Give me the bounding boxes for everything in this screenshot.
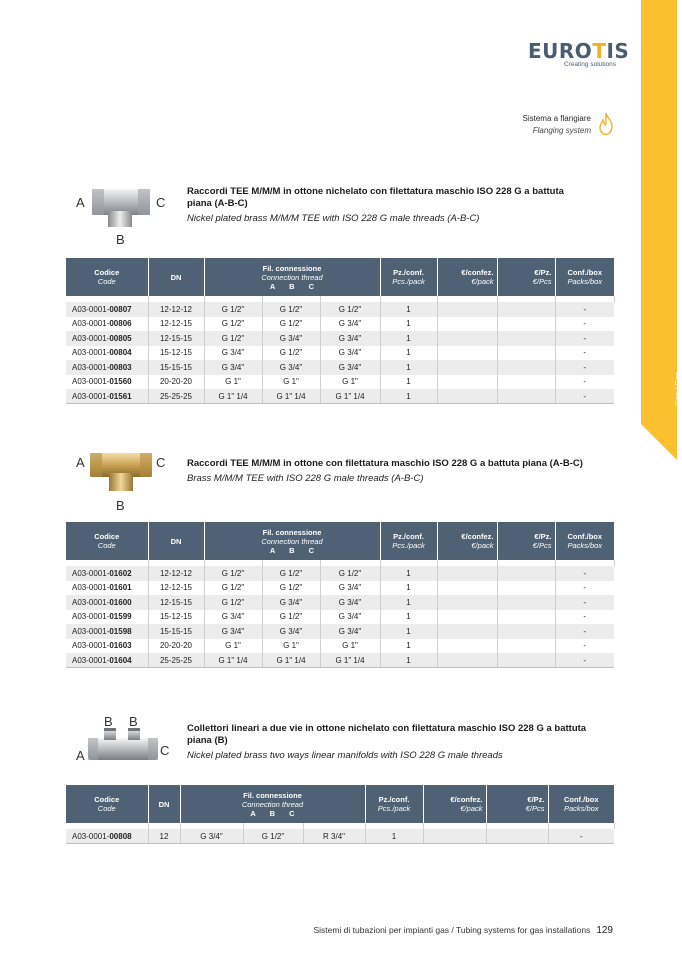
cell-eur-pack [437, 653, 497, 668]
port-label-c: C [160, 743, 170, 758]
cell-eur-pcs [497, 595, 555, 610]
system-label-en: Flanging system [532, 126, 591, 135]
cell-code: A03-0001-01603 [66, 639, 148, 654]
cell-eur-pcs [497, 653, 555, 668]
cell-eur-pcs [497, 581, 555, 596]
cell-pcs: 1 [380, 624, 437, 639]
col-thread: Fil. connessione Connection thread A B C [180, 785, 365, 823]
cell-eur-pack [437, 581, 497, 596]
cell-thread-a: G 1/2" [204, 581, 262, 596]
cell-eur-pack [437, 624, 497, 639]
table-row [66, 624, 614, 639]
cell-eur-pcs [497, 375, 555, 390]
cell-pcs: 1 [380, 653, 437, 668]
table-row [66, 595, 614, 610]
cell-thread-a: G 3/4" [204, 610, 262, 625]
cell-box: - [583, 612, 587, 622]
cell-thread-b: G 1/2" [262, 581, 320, 596]
footer-text: Sistemi di tubazioni per impianti gas / Tubing systems for gas installations [313, 925, 591, 935]
cell-eur-pack [437, 360, 497, 375]
cell-thread-c: G 1" 1/4 [320, 389, 380, 404]
page-footer [313, 925, 613, 936]
cell-eur-pcs [497, 317, 555, 332]
cell-pcs: 1 [380, 375, 437, 390]
cell-code: A03-0001-00808 [66, 829, 148, 844]
cell-eur-pack [437, 317, 497, 332]
cell-eur-pack [437, 302, 497, 317]
col-dn: DN [148, 785, 180, 823]
port-label-b: B [129, 714, 138, 729]
cell-dn: 12-15-15 [148, 595, 204, 610]
cell-dn: 20-20-20 [148, 639, 204, 654]
cell-eur-pack [437, 331, 497, 346]
cell-code: A03-0001-00805 [66, 331, 148, 346]
col-code: Codice Code [66, 785, 148, 823]
col-code: Codice Code [66, 522, 148, 560]
port-label-c: C [156, 195, 166, 210]
cell-dn: 15-12-15 [148, 610, 204, 625]
cell-dn: 25-25-25 [148, 389, 204, 404]
table-body [66, 296, 614, 404]
table-row [66, 389, 614, 404]
cell-thread-c: G 3/4" [320, 317, 380, 332]
cell-thread-b: G 1/2" [262, 566, 320, 581]
col-dn: DN [148, 258, 204, 296]
cell-dn: 15-15-15 [148, 360, 204, 375]
cell-thread-a: G 3/4" [204, 346, 262, 361]
cell-thread-b: G 3/4" [262, 595, 320, 610]
port-label-b: B [116, 498, 125, 513]
col-eur-pcs: €/Pz. €/Pcs [486, 785, 548, 823]
product-title-it: Raccordi TEE M/M/M in ottone nichelato con filettatura maschio ISO 228 G a battuta piana (A-B-C) [187, 186, 564, 209]
product-table [66, 785, 615, 844]
product-image-nickel-tee [66, 183, 184, 245]
cell-dn: 12-12-12 [148, 302, 204, 317]
cell-eur-pcs [497, 639, 555, 654]
cell-thread-a: G 3/4" [180, 829, 243, 844]
cell-eur-pack [437, 389, 497, 404]
table-row [66, 331, 614, 346]
cell-thread-c: G 3/4" [320, 331, 380, 346]
table-row [66, 375, 614, 390]
cell-thread-c: G 1" [320, 639, 380, 654]
cell-pcs: 1 [380, 302, 437, 317]
product-title-it: Collettori lineari a due vie in ottone nichelato con filettatura maschio ISO 228 G a battuta piana (B) [187, 723, 587, 746]
cell-thread-c: G 3/4" [320, 624, 380, 639]
cell-eur-pcs [497, 346, 555, 361]
cell-code: A03-0001-01599 [66, 610, 148, 625]
cell-box: - [555, 595, 614, 610]
cell-thread-c: G 3/4" [320, 360, 380, 375]
cell-thread-c: R 3/4" [303, 829, 365, 844]
cell-dn: 12-12-15 [148, 581, 204, 596]
table-row [66, 581, 614, 596]
table-row [66, 566, 614, 581]
cell-thread-c: G 3/4" [320, 610, 380, 625]
col-pcs: Pz./conf. Pcs./pack [365, 785, 423, 823]
product-title-en: Nickel plated brass M/M/M TEE with ISO 228 G male threads (A-B-C) [187, 213, 480, 224]
cell-eur-pcs [497, 360, 555, 375]
cell-pcs: 1 [380, 581, 437, 596]
cell-eur-pcs [497, 389, 555, 404]
port-label-a: A [76, 195, 85, 210]
cell-thread-b: G 3/4" [262, 331, 320, 346]
cell-eur-pcs [497, 331, 555, 346]
cell-pcs: 1 [380, 389, 437, 404]
cell-box: - [583, 583, 587, 593]
cell-thread-c: G 3/4" [320, 595, 380, 610]
cell-thread-a: G 3/4" [204, 624, 262, 639]
page-number: 129 [596, 925, 613, 936]
cell-eur-pcs [497, 566, 555, 581]
cell-eur-pack [437, 595, 497, 610]
col-thread: Fil. connessione Connection thread A B C [204, 258, 380, 296]
cell-thread-b: G 1/2" [262, 346, 320, 361]
cell-thread-b: G 3/4" [262, 624, 320, 639]
cell-box: - [555, 566, 614, 581]
product-table [66, 258, 615, 404]
table-row [66, 346, 614, 361]
product-title [187, 723, 587, 762]
cell-dn: 12-12-15 [148, 317, 204, 332]
cell-box: - [583, 348, 587, 358]
port-label-b: B [104, 714, 113, 729]
brand-name: EUROTIS [528, 39, 630, 63]
cell-pcs: 1 [380, 317, 437, 332]
table-body [66, 823, 614, 844]
cell-dn: 25-25-25 [148, 653, 204, 668]
cell-dn: 15-12-15 [148, 346, 204, 361]
table-body [66, 560, 614, 668]
cell-box: - [555, 653, 614, 668]
cell-thread-a: G 1/2" [204, 317, 262, 332]
cell-thread-c: G 1" [320, 375, 380, 390]
cell-eur-pcs [497, 610, 555, 625]
cell-thread-c: G 1" 1/4 [320, 653, 380, 668]
cell-dn: 12 [148, 829, 180, 844]
col-eur-pack: €/confez. €/pack [437, 522, 497, 560]
cell-pcs: 1 [380, 331, 437, 346]
cell-pcs: 1 [380, 566, 437, 581]
cell-box: - [555, 331, 614, 346]
cell-box: - [583, 319, 587, 329]
cell-code: A03-0001-01598 [66, 624, 148, 639]
col-dn: DN [148, 522, 204, 560]
product-title-it: Raccordi TEE M/M/M in ottone con filettatura maschio ISO 228 G a battuta piana (A-B-C) [187, 458, 583, 469]
cell-box: - [548, 829, 614, 844]
cell-eur-pack [437, 639, 497, 654]
cell-pcs: 1 [380, 346, 437, 361]
col-code: Codice Code [66, 258, 148, 296]
system-label-it: Sistema a flangiare [522, 114, 591, 123]
col-thread: Fil. connessione Connection thread A B C [204, 522, 380, 560]
product-title [187, 458, 587, 485]
cell-thread-b: G 3/4" [262, 360, 320, 375]
cell-eur-pcs [497, 302, 555, 317]
cell-code: A03-0001-01601 [66, 581, 148, 596]
side-tab [641, 0, 677, 424]
cell-dn: 15-15-15 [148, 624, 204, 639]
port-label-a: A [76, 455, 85, 470]
cell-code: A03-0001-01600 [66, 595, 148, 610]
product-title [187, 186, 587, 225]
product-title-en: Nickel plated brass two ways linear manifolds with ISO 228 G male threads [187, 750, 503, 761]
cell-dn: 20-20-20 [148, 375, 204, 390]
cell-thread-b: G 1" 1/4 [262, 653, 320, 668]
cell-eur-pack [437, 375, 497, 390]
cell-thread-a: G 1" 1/4 [204, 389, 262, 404]
cell-pcs: 1 [380, 360, 437, 375]
flame-icon [597, 112, 615, 136]
cell-thread-a: G 1/2" [204, 595, 262, 610]
cell-eur-pack [423, 829, 486, 844]
port-label-a: A [76, 748, 85, 763]
cell-pcs: 1 [380, 610, 437, 625]
cell-pcs: 1 [365, 829, 423, 844]
cell-eur-pcs [486, 829, 548, 844]
cell-code: A03-0001-00804 [66, 346, 148, 361]
port-label-b: B [116, 232, 125, 247]
cell-thread-b: G 1" [262, 375, 320, 390]
side-tab-label: Gas / Gas [673, 372, 682, 406]
cell-eur-pack [437, 566, 497, 581]
cell-thread-b: G 1" [262, 639, 320, 654]
cell-eur-pcs [497, 624, 555, 639]
cell-box: - [555, 389, 614, 404]
cell-eur-pack [437, 610, 497, 625]
cell-thread-b: G 1/2" [262, 610, 320, 625]
col-box: Conf./box Packs/box [555, 258, 614, 296]
product-title-en: Brass M/M/M TEE with ISO 228 G male threads (A-B-C) [187, 473, 424, 484]
brand-tagline: Creating solutions [563, 61, 616, 68]
table-row [66, 317, 614, 332]
cell-code: A03-0001-01604 [66, 653, 148, 668]
table-row [66, 302, 614, 317]
cell-box: - [583, 641, 587, 651]
cell-dn: 12-15-15 [148, 331, 204, 346]
cell-eur-pack [437, 346, 497, 361]
cell-thread-b: G 1/2" [262, 317, 320, 332]
cell-pcs: 1 [380, 595, 437, 610]
brand-logo [528, 39, 630, 68]
cell-box: - [555, 360, 614, 375]
col-eur-pack: €/confez. €/pack [437, 258, 497, 296]
cell-code: A03-0001-00806 [66, 317, 148, 332]
cell-thread-a: G 1" 1/4 [204, 653, 262, 668]
cell-thread-c: G 1/2" [320, 566, 380, 581]
cell-thread-a: G 3/4" [204, 360, 262, 375]
cell-thread-c: G 1/2" [320, 302, 380, 317]
cell-thread-a: G 1" [204, 375, 262, 390]
cell-thread-a: G 1/2" [204, 331, 262, 346]
cell-code: A03-0001-01561 [66, 389, 148, 404]
cell-code: A03-0001-00807 [66, 302, 148, 317]
cell-code: A03-0001-00803 [66, 360, 148, 375]
col-box: Conf./box Packs/box [548, 785, 614, 823]
table-row [66, 360, 614, 375]
cell-box: - [555, 624, 614, 639]
col-eur-pack: €/confez. €/pack [423, 785, 486, 823]
cell-code: A03-0001-01602 [66, 566, 148, 581]
cell-thread-a: G 1/2" [204, 566, 262, 581]
table-row [66, 829, 614, 844]
col-pcs: Pz./conf. Pcs./pack [380, 522, 437, 560]
side-tab-tip [641, 424, 677, 460]
table-row [66, 610, 614, 625]
col-eur-pcs: €/Pz. €/Pcs [497, 258, 555, 296]
cell-thread-a: G 1/2" [204, 302, 262, 317]
col-pcs: Pz./conf. Pcs./pack [380, 258, 437, 296]
cell-thread-b: G 1" 1/4 [262, 389, 320, 404]
cell-thread-c: G 3/4" [320, 346, 380, 361]
cell-thread-a: G 1" [204, 639, 262, 654]
cell-thread-b: G 1/2" [262, 302, 320, 317]
table-row [66, 639, 614, 654]
col-box: Conf./box Packs/box [555, 522, 614, 560]
system-label [523, 113, 591, 137]
cell-code: A03-0001-01560 [66, 375, 148, 390]
cell-box: - [583, 377, 587, 387]
port-label-c: C [156, 455, 166, 470]
cell-thread-b: G 1/2" [243, 829, 303, 844]
cell-dn: 12-12-12 [148, 566, 204, 581]
cell-box: - [555, 302, 614, 317]
col-eur-pcs: €/Pz. €/Pcs [497, 522, 555, 560]
cell-thread-c: G 3/4" [320, 581, 380, 596]
table-row [66, 653, 614, 668]
cell-pcs: 1 [380, 639, 437, 654]
product-table [66, 522, 615, 668]
